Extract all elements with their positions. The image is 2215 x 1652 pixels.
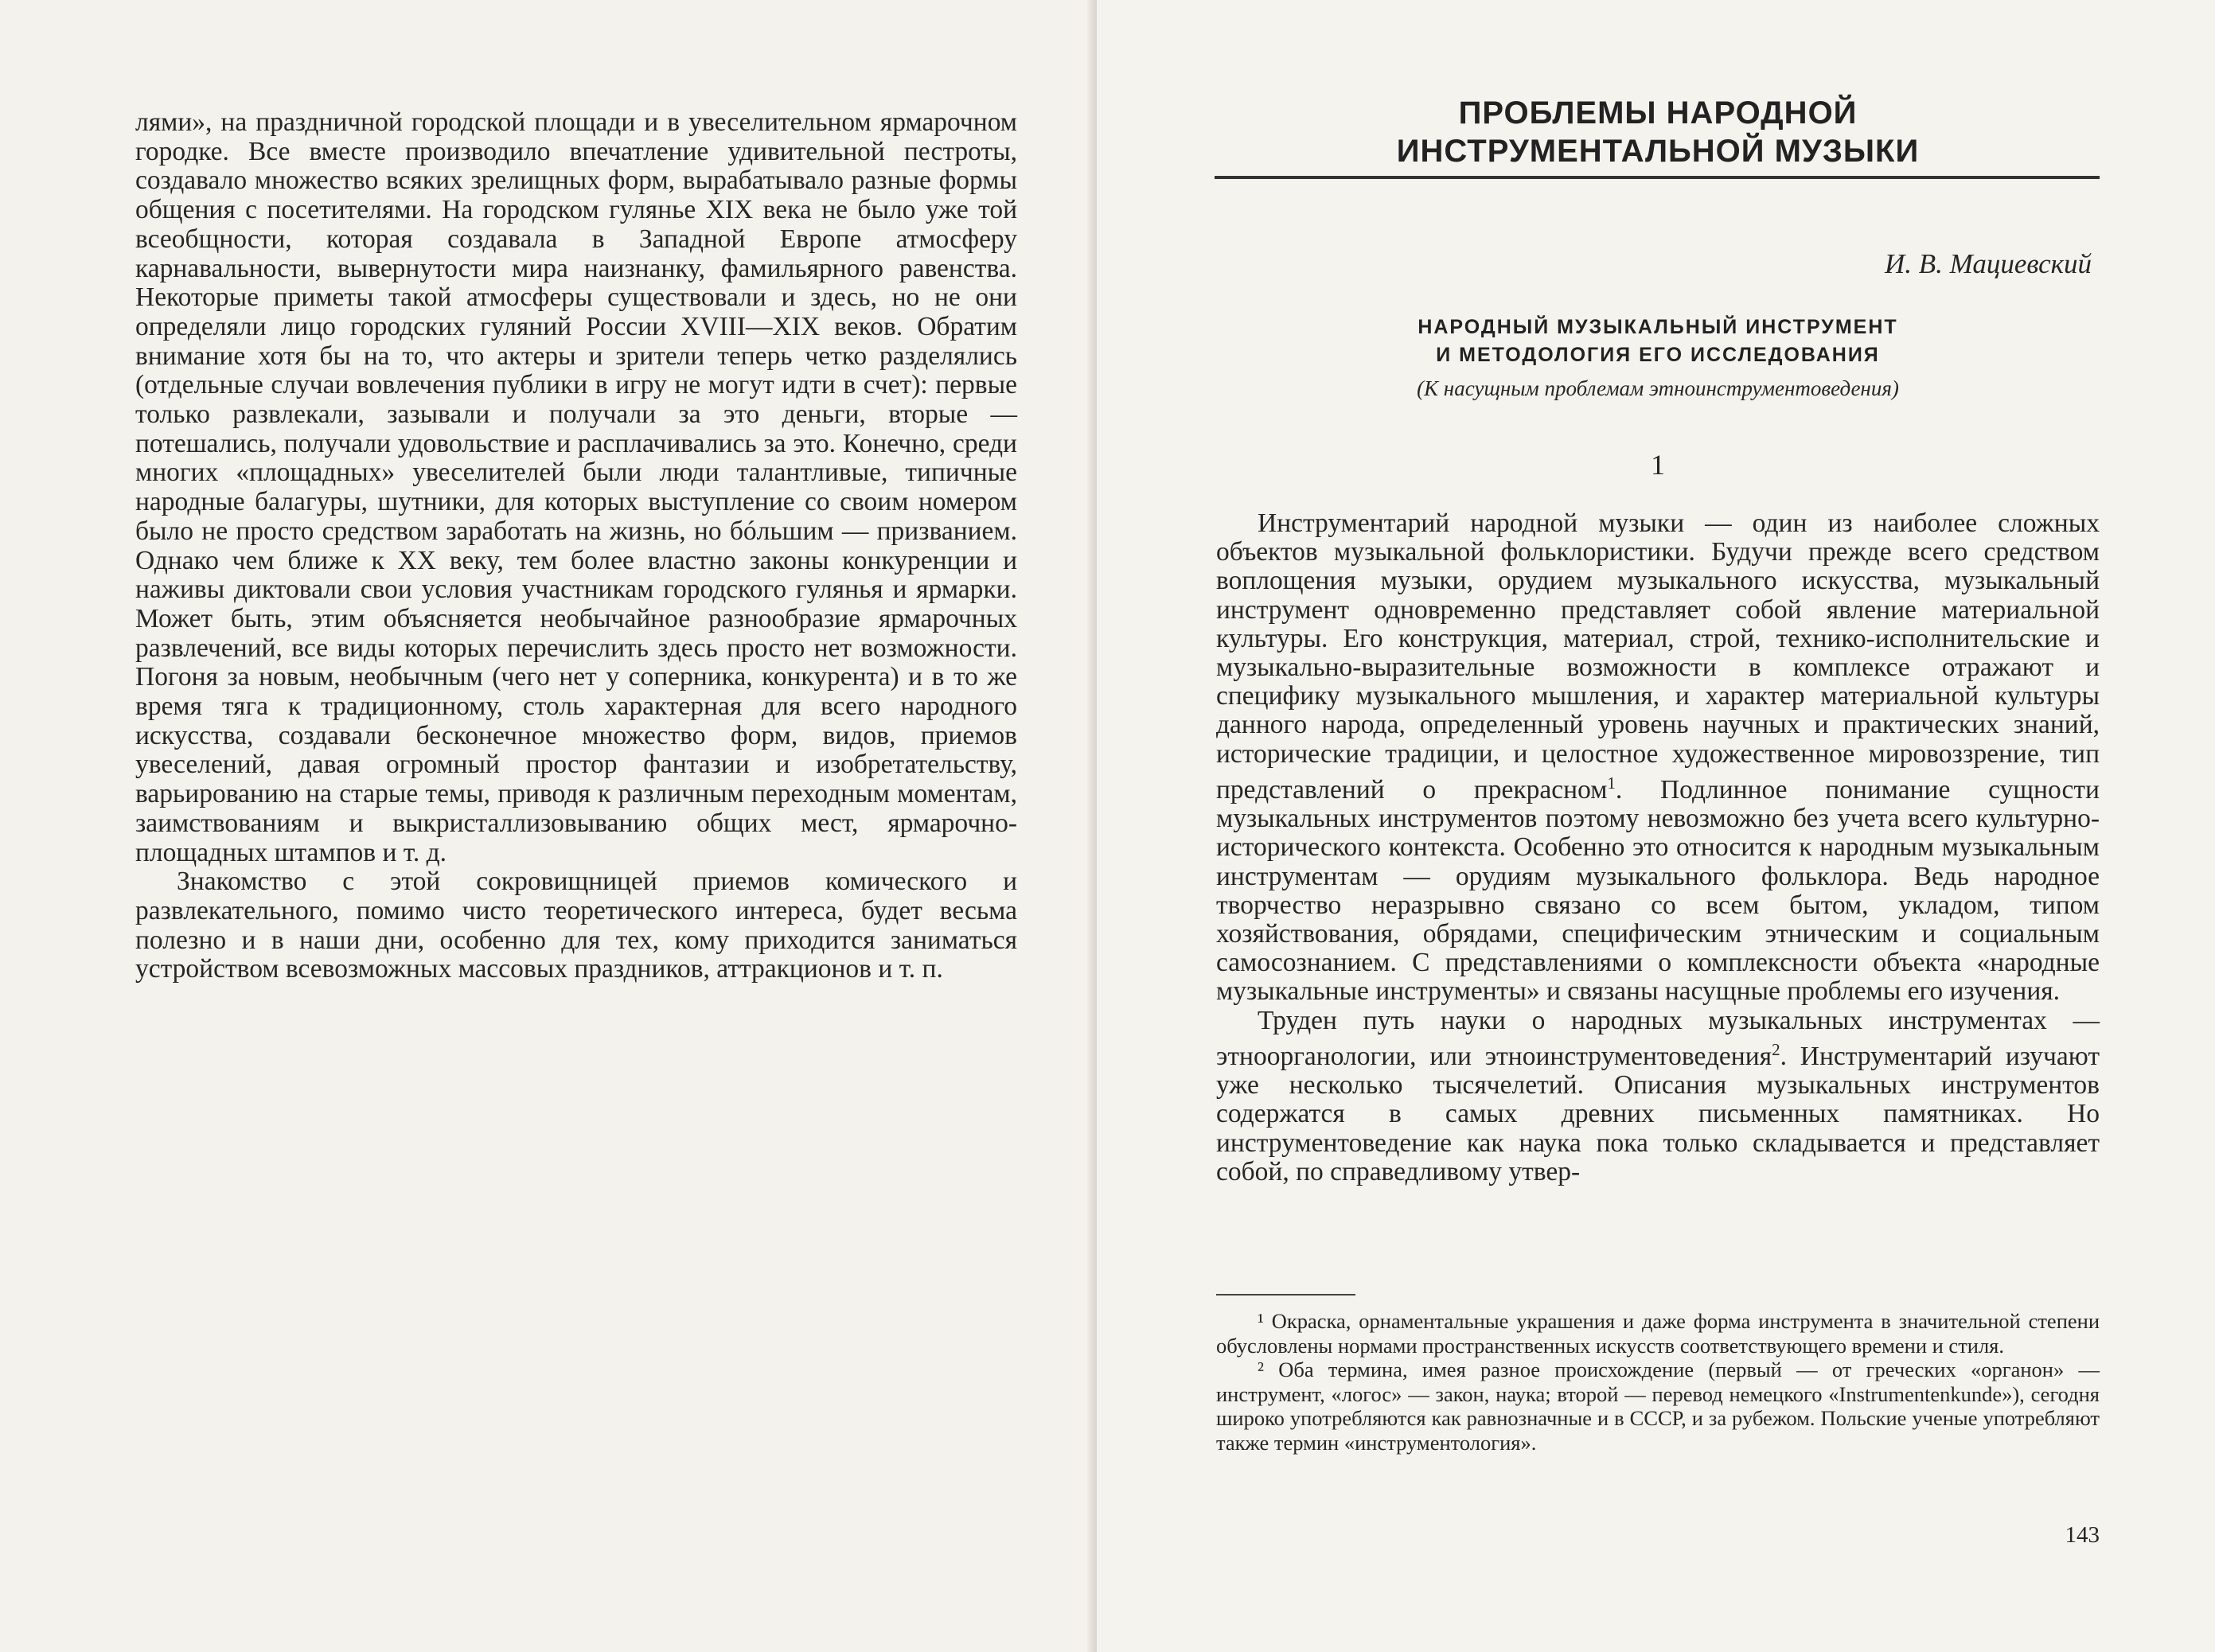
footnote-1: ¹ Окраска, орнаментальные украшения и даже форма инструмента в значительной степени обусловлены нормами пространственных искусств соответствующего времени и стиля.: [1216, 1309, 2100, 1358]
article-title-line-2: И МЕТОДОЛОГИЯ ЕГО ИССЛЕДОВАНИЯ: [1436, 344, 1880, 366]
article-author: И. В. Мациевский: [1885, 248, 2092, 279]
footnote-ref-2: 2: [1772, 1039, 1780, 1059]
left-page: [0, 0, 1097, 1652]
section-title: [1216, 94, 2100, 170]
right-paragraph-2-text-b: . Инструментарий изучают уже несколько тысячелетий. Описания музыкальных инструментов содержатся в самых древних письменных памятниках. Но инструментоведение как наука пока только складывается и представляет собой, по справедливому утвер-: [1216, 1041, 2100, 1186]
right-paragraph-1-text-b: . Подлинное понимание сущности музыкальных инструментов поэтому невозможно без учета всего культурно-исторического контекста. Особенно это относится к народным музыкальным инструментам — орудиям музыкального фольклора. Ведь народное творчество неразрывно связано со всем бытом, укладом, типом хозяйствования, обрядами, специфическим этническим и социальным самосознанием. С представлениями о комплексности объекта «народные музыкальные инструменты» и связаны насущные проблемы его изучения.: [1216, 774, 2100, 1007]
footnote-2: ² Оба термина, имея разное происхождение (первый — от греческих «органон» — инструмент, «логос» — закон, наука; второй — перевод немецкого «Instrumentenkunde»), сегодня широко употребляются как равнозначные и в СССР, и за рубежом. Польские ученые употребляют также термин «инструментология».: [1216, 1358, 2100, 1455]
article-title: [1216, 314, 2100, 369]
right-paragraph-1-text-a: Инструментарий народной музыки — один из наиболее сложных объектов музыкальной фольклористики. Будучи прежде всего средством воплощения музыки, орудием музыкального искусства, музыкальный инструмент одновременно представляет собой явление материальной культуры. Его конструкция, материал, строй, технико-исполнительские и музыкально-выразительные возможности в комплексе отражают и специфику музыкального мышления, и характер материальной культуры данного народа, определенный уровень научных и практических знаний, исторические традиции, и целостное художественное мировоззрение, тип представлений о прекрасном: [1216, 508, 2100, 805]
article-subtitle: (К насущным проблемам этноинструментоведения): [1417, 376, 1899, 400]
section-number: 1: [1651, 449, 1665, 481]
footnote-ref-1: 1: [1607, 773, 1616, 793]
left-page-body: [135, 108, 1017, 984]
footnotes: [1216, 1309, 2100, 1455]
article-title-line-1: НАРОДНЫЙ МУЗЫКАЛЬНЫЙ ИНСТРУМЕНТ: [1418, 316, 1898, 338]
left-paragraph-2: Знакомство с этой сокровищницей приемов комического и развлекательного, помимо чисто теоретического интереса, будет весьма полезно и в наши дни, особенно для тех, кому приходится заниматься устройством всевозможных массовых праздников, аттракционов и т. п.: [135, 867, 1017, 984]
section-title-line-1: ПРОБЛЕМЫ НАРОДНОЙ: [1458, 95, 1858, 131]
right-paragraph-1: [1216, 509, 2100, 1007]
footnote-separator: [1216, 1294, 1355, 1295]
right-paragraph-2: [1216, 1007, 2100, 1186]
section-title-line-2: ИНСТРУМЕНТАЛЬНОЙ МУЗЫКИ: [1396, 134, 1920, 169]
right-paragraph-2-text-a: Труден путь науки о народных музыкальных инструментах — этноорганологии, или этноинструментоведения: [1216, 1005, 2100, 1071]
section-title-rule: [1215, 176, 2100, 179]
right-page-body: [1216, 509, 2100, 1186]
left-paragraph-1: лями», на праздничной городской площади и в увеселительном ярмарочном городке. Все вместе производило впечатление удивительной пестроты, создавало множество всяких зрелищных форм, вырабатывало разные формы общения с посетителями. На городском гулянье XIX века не было уже той всеобщности, которая создавала в Западной Европе атмосферу карнавальности, вывернутости мира наизнанку, фамильярного равенства. Некоторые приметы такой атмосферы существовали и здесь, но не они определяли лицо городских гуляний России XVIII—XIX веков. Обратим внимание хотя бы на то, что актеры и зрители теперь четко разделялись (отдельные случаи вовлечения публики в игру не могут идти в счет): первые только развлекали, зазывали и получали за это деньги, вторые — потешались, получали удовольствие и расплачивались за это. Конечно, среди многих «площадных» увеселителей были люди талантливые, типичные народные балагуры, шутники, для которых выступление со своим номером было не просто средством заработать на жизнь, но бóльшим — призванием. Однако чем ближе к XX веку, тем более властно законы конкуренции и наживы диктовали свои условия участникам городского гулянья и ярмарки. Может быть, этим объясняется необычайное разнообразие ярмарочных развлечений, все виды которых перечислить здесь просто нет возможности. Погоня за новым, необычным (чего нет у соперника, конкурента) и в то же время тяга к традиционному, столь характерная для всего народного искусства, создавали бесконечное множество форм, видов, приемов увеселений, давая огромный простор фантазии и изобретательству, варьированию на старые темы, приводя к различным переходным моментам, заимствованиям и выкристаллизовыванию общих мест, ярмарочно-площадных штампов и т. д.: [135, 107, 1017, 867]
page-number: 143: [2065, 1522, 2100, 1548]
